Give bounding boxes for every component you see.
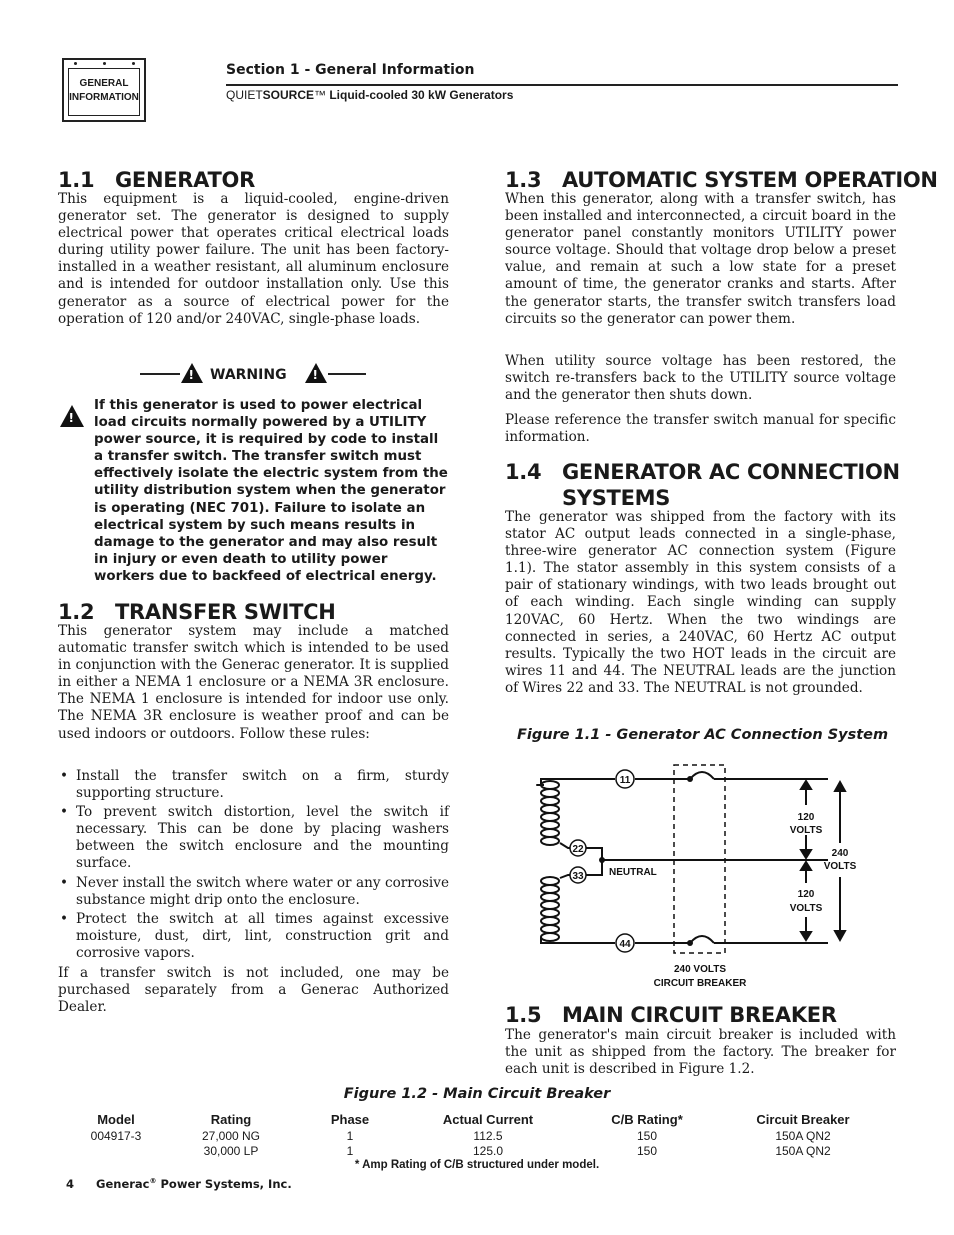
heading-number: 1.5	[505, 1003, 542, 1027]
rules-list	[58, 768, 449, 964]
figure-1-1-caption: Figure 1.1 - Generator AC Connection System	[517, 727, 889, 743]
table-cell: 004917-3	[90, 1129, 142, 1143]
table-cell: 150A QN2	[775, 1144, 831, 1158]
badge-line1: GENERAL	[79, 78, 129, 89]
warning-rule-right	[328, 373, 366, 375]
breaker-label-line2: CIRCUIT BREAKER	[653, 978, 747, 989]
transfer-switch-paragraph: This generator system may include a matched automatic transfer switch which is intended to be used in conjunction with the Generac generator. It is supplied in either a NEMA 1 enclosure or a NEMA 3R enclosure. The NEMA 1 enclosure is intended for indoor use only. The NEMA 3R enclosure is weather proof and can be used indoors or outdoors. Follow these rules:	[58, 623, 449, 742]
label-120-upper: 120	[797, 812, 815, 823]
list-item: • Protect the switch at all times against excessive moisture, dust, dirt, lint, construction grit and corrosive vapors.	[58, 911, 449, 962]
table-header: Phase	[330, 1112, 370, 1127]
heading-1-5	[505, 1002, 837, 1028]
operation-paragraph-2: When utility source voltage has been restored, the switch re-transfers back to the UTILITY source voltage and the generator then shuts down.	[505, 353, 896, 404]
operation-paragraph-1: When this generator, along with a transfer switch, has been installed and interconnected, a circuit board in the generator panel constantly monitors UTILITY power source voltage. Should that voltage drop below a preset value, and remain at such a low state for a preset amount of time, the generator cranks and starts. After the generator starts, the transfer switch transfers load circuits so the generator can power them.	[505, 191, 896, 327]
generator-paragraph: This equipment is a liquid-cooled, engine-driven generator set. The generator is designed to supply electrical power that operates critical electrical loads during utility power failure. The unit has been factory-installed in a weather resistant, all aluminum enclosure and is intended for outdoor installation only. Use this generator as a source of electrical power for the operation of 120 and/or 240VAC, single-phase loads.	[58, 191, 449, 327]
footer-company-rest: Power Systems, Inc.	[156, 1177, 292, 1191]
badge-dot	[132, 62, 135, 65]
lower-stator-winding	[541, 877, 559, 941]
footer-company: Generac	[96, 1177, 150, 1191]
table-cell: 1	[346, 1129, 354, 1143]
subtitle-brand: SOURCE	[262, 88, 315, 102]
operation-paragraph-3: Please reference the transfer switch manual for specific information.	[505, 412, 896, 446]
badge-dot	[74, 62, 77, 65]
warning-text: If this generator is used to power electrical load circuits normally powered by a UTILITY power source, it is required by code to install a transfer switch. The transfer switch must effectively isolate the electric system from the utility distribution system when the generator is operating (NEC 701). Failure to isolate an electrical system by such means results in damage to the generator and may also result in injury or even death to utility power workers due to backfeed of electrical energy.	[94, 398, 448, 584]
warning-triangle-icon: !	[305, 363, 327, 383]
label-volts-upper: VOLTS	[789, 825, 823, 836]
table-cell: 125.0	[472, 1144, 504, 1158]
table-cell: 150A QN2	[775, 1129, 831, 1143]
label-120-lower: 120	[797, 889, 815, 900]
transfer-switch-closing: If a transfer switch is not included, one may be purchased separately from a Generac Authorized Dealer.	[58, 965, 449, 1016]
page-number: 4	[66, 1177, 75, 1191]
heading-text: MAIN CIRCUIT BREAKER	[562, 1003, 837, 1027]
badge-dot	[103, 62, 106, 65]
table-cell: 27,000 NG	[201, 1129, 261, 1143]
wire-33-label: 33	[572, 871, 584, 882]
footer-reg-mark: ®	[149, 1177, 157, 1186]
figure-1-2-caption: Figure 1.2 - Main Circuit Breaker	[343, 1086, 611, 1102]
subtitle-rest: Liquid-cooled 30 kW Generators	[326, 88, 514, 102]
header-rule	[226, 84, 898, 86]
label-240: 240	[831, 848, 849, 859]
wire-44-label: 44	[619, 939, 631, 950]
product-subtitle	[226, 88, 513, 102]
heading-text: GENERATOR	[115, 168, 255, 192]
breaker-label-line1: 240 VOLTS	[673, 964, 727, 975]
table-cell: 1	[346, 1144, 354, 1158]
label-volts-240: VOLTS	[823, 861, 857, 872]
section-title: Section 1 - General Information	[226, 62, 475, 78]
table-header: Rating	[210, 1112, 252, 1127]
heading-number: 1.4	[505, 460, 542, 484]
section-badge	[62, 58, 146, 122]
table-cell: 30,000 LP	[203, 1144, 259, 1158]
page-footer	[66, 1177, 292, 1191]
table-header: C/B Rating*	[611, 1112, 683, 1127]
wire-22	[586, 848, 602, 860]
subtitle-prefix: QUIET	[226, 88, 263, 102]
table-cell: 150	[636, 1129, 658, 1143]
neutral-label: NEUTRAL	[609, 867, 657, 878]
main-breaker-paragraph: The generator's main circuit breaker is included with the unit as shipped from the factory. The breaker for each unit is described in Figure 1.2.	[505, 1027, 896, 1078]
heading-1-2	[58, 599, 336, 625]
subtitle-tm: ™	[314, 88, 327, 102]
ac-connection-diagram	[530, 755, 870, 995]
badge-line2: INFORMATION	[69, 92, 139, 103]
table-header: Actual Current	[442, 1112, 534, 1127]
heading-text: TRANSFER SWITCH	[115, 600, 336, 624]
warning-rule-left	[140, 373, 180, 375]
upper-stator-winding	[537, 781, 559, 845]
table-cell: 150	[636, 1144, 658, 1158]
wire-22-label: 22	[572, 844, 584, 855]
list-item: • Never install the switch where water or any corrosive substance might drip onto the enclosure.	[58, 875, 449, 909]
heading-1-4-line2: SYSTEMS	[562, 486, 671, 510]
warning-label: WARNING	[210, 367, 287, 383]
heading-text: AUTOMATIC SYSTEM OPERATION	[562, 168, 938, 192]
table-header: Model	[97, 1112, 135, 1127]
label-volts-lower: VOLTS	[789, 903, 823, 914]
list-item: • To prevent switch distortion, level the switch if necessary. This can be done by placing washers between the switch enclosure and the mounting surface.	[58, 804, 449, 872]
heading-text: GENERATOR AC CONNECTION	[562, 460, 900, 484]
table-footnote: * Amp Rating of C/B structured under model.	[354, 1159, 600, 1171]
ac-connection-paragraph: The generator was shipped from the factory with its stator AC output leads connected in a single-phase, three-wire generator AC connection system (Figure 1.1). The stator assembly in this system consists of a pair of stationary windings, with two leads brought out of each winding. Each single winding can supply 120VAC, 60 Hertz. When the two windings are connected in series, a 240VAC, 60 Hertz AC output results. Typically the two HOT leads in the circuit are wires 11 and 44. The NEUTRAL leads are the junction of Wires 22 and 33. The NEUTRAL is not grounded.	[505, 509, 896, 696]
heading-1-4	[505, 459, 900, 485]
table-header: Circuit Breaker	[756, 1112, 850, 1127]
heading-number: 1.1	[58, 168, 95, 192]
list-item: • Install the transfer switch on a firm, sturdy supporting structure.	[58, 768, 449, 802]
warning-triangle-icon: !	[181, 363, 203, 383]
heading-number: 1.3	[505, 168, 542, 192]
heading-number: 1.2	[58, 600, 95, 624]
heading-1-3	[505, 167, 938, 193]
heading-1-1	[58, 167, 255, 193]
wire-33	[586, 860, 602, 875]
warning-triangle-icon: !	[60, 405, 84, 427]
table-cell: 112.5	[473, 1129, 503, 1143]
wire-11-label: 11	[619, 775, 631, 786]
